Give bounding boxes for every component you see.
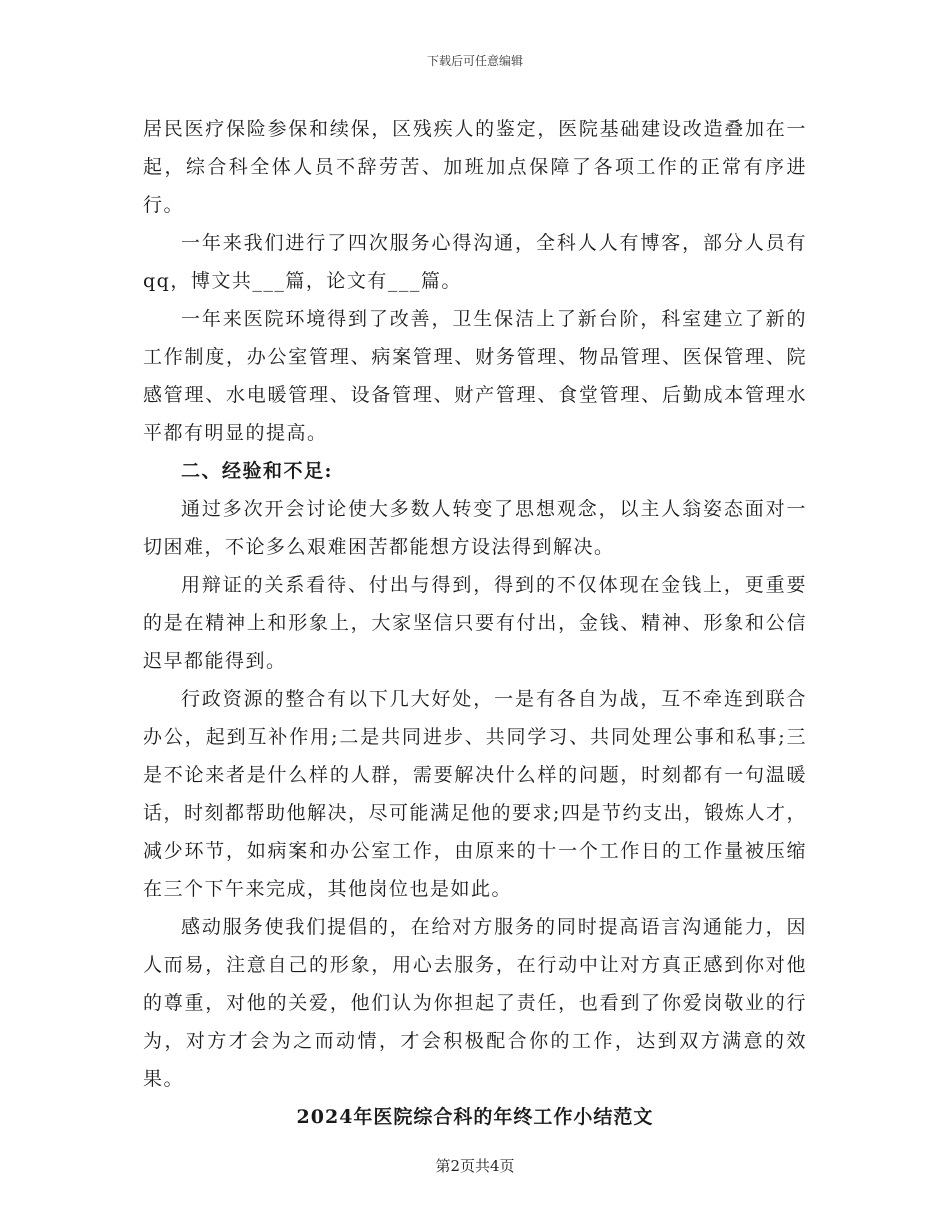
paragraph: 一年来医院环境得到了改善，卫生保洁上了新台阶，科室建立了新的工作制度，办公室管理、病案管理、财务管理、物品管理、医保管理、院感管理、水电暖管理、设备管理、财产管理、食堂管理、后勤成本管理水平都有明显的提高。 [143, 308, 807, 444]
paragraph-continuation: 居民医疗保险参保和续保，区残疾人的鉴定，医院基础建设改造叠加在一起，综合科全体人员不辞劳苦、加班加点保障了各项工作的正常有序进行。 [143, 118, 807, 216]
page-header: 下载后可任意编辑 [426, 54, 523, 68]
page-number: 第2页共4页 [435, 1157, 515, 1175]
section-heading: 二、经验和不足: [181, 460, 334, 482]
paragraph: 用辩证的关系看待、付出与得到，得到的不仅体现在金钱上，更重要的是在精神上和形象上，大家坚信只要有付出，金钱、精神、形象和公信迟早都能得到。 [143, 574, 807, 672]
paragraph: 通过多次开会讨论使大多数人转变了思想观念，以主人翁姿态面对一切困难，不论多么艰难困苦都能想方设法得到解决。 [143, 498, 807, 558]
paragraph: 感动服务使我们提倡的，在给对方服务的同时提高语言沟通能力，因人而易，注意自己的形象，用心去服务，在行动中让对方真正感到你对他的尊重，对他的关爱，他们认为你担起了责任，也看到了你爱岗敬业的行为，对方才会为之而动情，才会积极配合你的工作，达到双方满意的效果。 [143, 916, 807, 1090]
document-body [143, 110, 807, 1136]
next-article-title: 2024年医院综合科的年终工作小结范文 [296, 1106, 654, 1128]
paragraph: 行政资源的整合有以下几大好处，一是有各自为战，互不牵连到联合办公，起到互补作用;二是共同进步、共同学习、共同处理公事和私事;三是不论来者是什么样的人群，需要解决什么样的问题，时刻都有一句温暖话，时刻都帮助他解决，尽可能满足他的要求;四是节约支出，锻炼人才，减少环节，如病案和办公室工作，由原来的十一个工作日的工作量被压缩在三个下午来完成，其他岗位也是如此。 [143, 688, 807, 900]
paragraph: 一年来我们进行了四次服务心得沟通，全科人人有博客，部分人员有qq，博文共___篇，论文有___篇。 [143, 232, 807, 292]
